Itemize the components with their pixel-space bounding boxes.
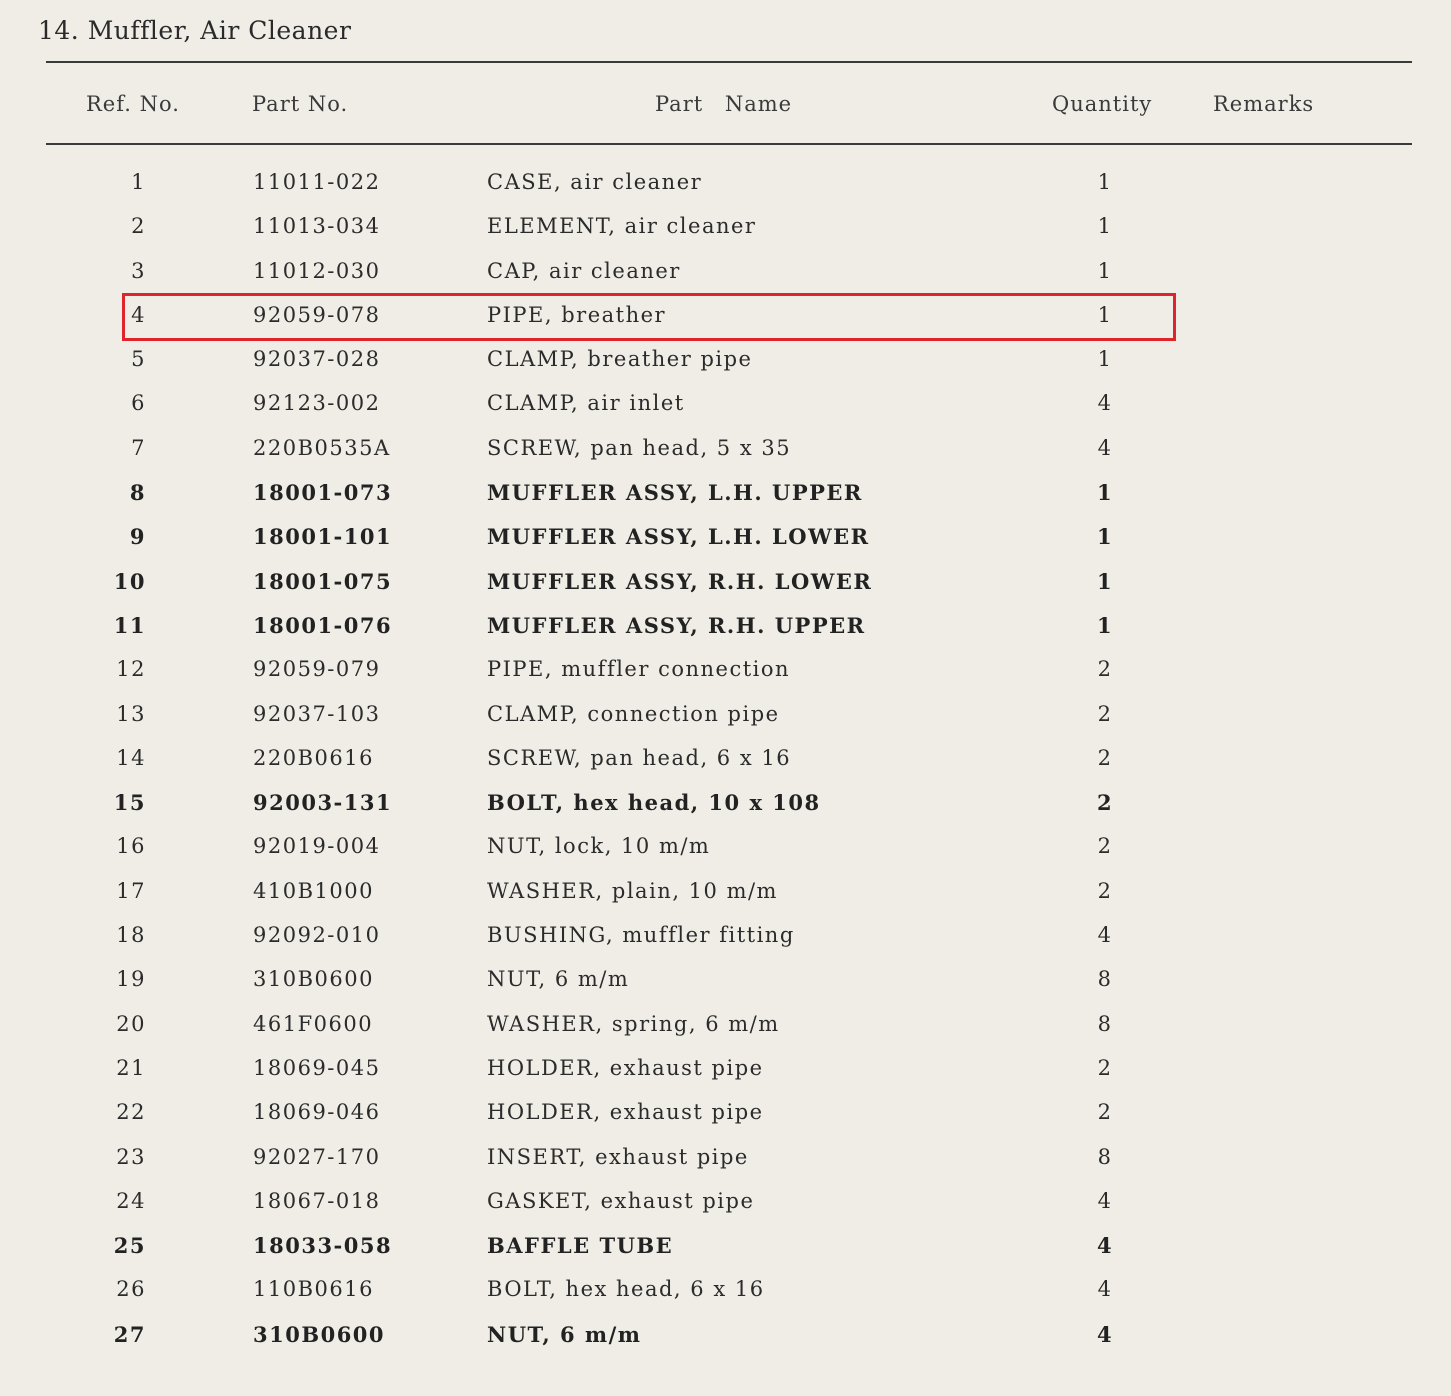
part-no-cell: 92092-010 (253, 923, 381, 948)
quantity-cell: 1 (1097, 170, 1113, 194)
part-no-cell: 110B0616 (253, 1277, 374, 1302)
part-no-cell: 92123-002 (253, 391, 381, 416)
table-row (0, 1092, 1451, 1136)
table-row (0, 561, 1451, 605)
table-row (0, 1137, 1451, 1181)
table-row (0, 383, 1451, 427)
page-title: 14. Muffler, Air Cleaner (38, 16, 352, 45)
table-row (0, 959, 1451, 1003)
ref-no-cell: 11 (113, 612, 146, 638)
column-header-quantity: Quantity (1052, 92, 1153, 116)
ref-no-cell: 5 (131, 347, 146, 372)
ref-no-cell: 25 (113, 1233, 146, 1259)
table-row (0, 871, 1451, 915)
ref-no-cell: 21 (116, 1055, 146, 1080)
quantity-cell: 2 (1097, 745, 1113, 770)
quantity-cell: 8 (1097, 967, 1113, 992)
table-row (0, 339, 1451, 383)
ref-no-cell: 12 (116, 657, 146, 682)
table-row (0, 826, 1451, 870)
part-name-cell: WASHER, plain, 10 m/m (487, 878, 778, 903)
quantity-cell: 4 (1097, 1277, 1113, 1302)
quantity-cell: 4 (1096, 1233, 1114, 1259)
part-no-cell: 18001-076 (253, 612, 393, 638)
part-no-cell: 18001-101 (253, 524, 393, 550)
column-header-part-no: Part No. (252, 92, 349, 116)
table-row (0, 516, 1451, 560)
ref-no-cell: 10 (113, 568, 146, 594)
part-no-cell: 11013-034 (253, 214, 381, 239)
part-no-cell: 220B0535A (253, 435, 391, 460)
part-no-cell: 92037-103 (253, 701, 381, 726)
ref-no-cell: 18 (116, 923, 146, 948)
table-row (0, 1181, 1451, 1225)
part-name-cell: ELEMENT, air cleaner (487, 214, 757, 239)
part-no-cell: 461F0600 (253, 1011, 374, 1036)
part-name-cell: CAP, air cleaner (487, 258, 681, 283)
part-no-cell: 18033-058 (253, 1233, 393, 1259)
part-no-cell: 220B0616 (253, 745, 374, 770)
part-name-cell: HOLDER, exhaust pipe (487, 1055, 764, 1080)
part-no-cell: 92059-078 (253, 302, 381, 327)
quantity-cell: 2 (1097, 657, 1113, 682)
part-name-cell: CLAMP, connection pipe (487, 701, 780, 726)
quantity-cell: 2 (1097, 1055, 1113, 1080)
part-name-cell: CLAMP, air inlet (487, 391, 685, 416)
part-name-cell: MUFFLER ASSY, L.H. LOWER (487, 524, 870, 550)
part-no-cell: 18067-018 (253, 1188, 381, 1213)
quantity-cell: 4 (1096, 1321, 1114, 1347)
quantity-cell: 2 (1097, 834, 1113, 859)
table-row (0, 162, 1451, 206)
title-divider (46, 61, 1412, 63)
part-name-cell: MUFFLER ASSY, R.H. UPPER (487, 612, 866, 638)
quantity-cell: 4 (1097, 923, 1113, 948)
ref-no-cell: 20 (116, 1011, 146, 1036)
table-row (0, 428, 1451, 472)
part-name-cell: MUFFLER ASSY, R.H. LOWER (487, 568, 873, 594)
ref-no-cell: 24 (116, 1188, 146, 1213)
quantity-cell: 4 (1097, 391, 1113, 416)
quantity-cell: 2 (1097, 701, 1113, 726)
part-name-cell: NUT, lock, 10 m/m (487, 834, 711, 859)
part-no-cell: 18069-046 (253, 1100, 381, 1125)
part-no-cell: 92019-004 (253, 834, 381, 859)
column-header-ref-no: Ref. No. (86, 92, 180, 116)
table-row (0, 782, 1451, 826)
ref-no-cell: 1 (131, 170, 146, 194)
highlight-box (122, 293, 1176, 341)
part-no-cell: 18001-075 (253, 568, 393, 594)
part-name-cell: BOLT, hex head, 10 x 108 (487, 790, 821, 816)
part-name-cell: BOLT, hex head, 6 x 16 (487, 1277, 765, 1302)
ref-no-cell: 7 (131, 435, 146, 460)
table-row (0, 649, 1451, 693)
part-no-cell: 11011-022 (253, 170, 381, 194)
part-name-cell: PIPE, muffler connection (487, 657, 791, 682)
table-row (0, 1269, 1451, 1313)
part-name-cell: SCREW, pan head, 6 x 16 (487, 745, 792, 770)
ref-no-cell: 14 (116, 745, 146, 770)
quantity-cell: 1 (1097, 302, 1113, 327)
part-name-cell: BUSHING, muffler fitting (487, 923, 795, 948)
part-name-cell: HOLDER, exhaust pipe (487, 1100, 764, 1125)
part-name-cell: NUT, 6 m/m (487, 967, 630, 992)
quantity-cell: 1 (1096, 612, 1114, 638)
part-no-cell: 92059-079 (253, 657, 381, 682)
table-row (0, 1004, 1451, 1048)
ref-no-cell: 27 (113, 1321, 146, 1347)
ref-no-cell: 13 (116, 701, 146, 726)
part-no-cell: 310B0600 (253, 1321, 386, 1347)
part-name-cell: BAFFLE TUBE (487, 1233, 674, 1259)
table-row (0, 472, 1451, 516)
quantity-cell: 2 (1097, 878, 1113, 903)
table-row (0, 738, 1451, 782)
part-name-cell: WASHER, spring, 6 m/m (487, 1011, 780, 1036)
table-row (0, 251, 1451, 295)
part-no-cell: 92037-028 (253, 347, 381, 372)
part-no-cell: 410B1000 (253, 878, 374, 903)
quantity-cell: 8 (1097, 1144, 1113, 1169)
part-name-cell: GASKET, exhaust pipe (487, 1188, 755, 1213)
quantity-cell: 1 (1097, 214, 1113, 239)
table-row (0, 915, 1451, 959)
part-name-cell: CASE, air cleaner (487, 170, 703, 194)
table-row (0, 1048, 1451, 1092)
part-no-cell: 11012-030 (253, 258, 381, 283)
column-header-remarks: Remarks (1213, 92, 1315, 116)
ref-no-cell: 4 (131, 302, 146, 327)
ref-no-cell: 15 (113, 790, 146, 816)
table-row (0, 694, 1451, 738)
quantity-cell: 4 (1097, 1188, 1113, 1213)
part-name-cell: MUFFLER ASSY, L.H. UPPER (487, 480, 863, 506)
ref-no-cell: 8 (129, 480, 146, 506)
part-name-cell: INSERT, exhaust pipe (487, 1144, 749, 1169)
quantity-cell: 2 (1096, 790, 1114, 816)
part-name-cell: NUT, 6 m/m (487, 1321, 642, 1347)
part-name-cell: CLAMP, breather pipe (487, 347, 753, 372)
quantity-cell: 1 (1096, 568, 1114, 594)
ref-no-cell: 16 (116, 834, 146, 859)
ref-no-cell: 23 (116, 1144, 146, 1169)
quantity-cell: 1 (1096, 524, 1114, 550)
table-row (0, 605, 1451, 649)
ref-no-cell: 17 (116, 878, 146, 903)
quantity-cell: 2 (1097, 1100, 1113, 1125)
part-no-cell: 18001-073 (253, 480, 393, 506)
ref-no-cell: 9 (129, 524, 146, 550)
parts-table (0, 162, 1451, 1358)
part-no-cell: 92003-131 (253, 790, 393, 816)
part-name-cell: SCREW, pan head, 5 x 35 (487, 435, 792, 460)
quantity-cell: 1 (1097, 258, 1113, 283)
ref-no-cell: 6 (131, 391, 146, 416)
ref-no-cell: 22 (116, 1100, 146, 1125)
ref-no-cell: 2 (131, 214, 146, 239)
ref-no-cell: 3 (131, 258, 146, 283)
table-row (0, 1314, 1451, 1358)
ref-no-cell: 26 (116, 1277, 146, 1302)
part-no-cell: 310B0600 (253, 967, 374, 992)
part-name-cell: PIPE, breather (487, 302, 667, 327)
ref-no-cell: 19 (116, 967, 146, 992)
quantity-cell: 1 (1096, 480, 1114, 506)
table-row (0, 206, 1451, 250)
table-row (0, 1225, 1451, 1269)
quantity-cell: 4 (1097, 435, 1113, 460)
quantity-cell: 1 (1097, 347, 1113, 372)
part-no-cell: 18069-045 (253, 1055, 381, 1080)
column-header-part-name: Part Name (655, 92, 793, 116)
quantity-cell: 8 (1097, 1011, 1113, 1036)
part-no-cell: 92027-170 (253, 1144, 381, 1169)
header-divider (46, 143, 1412, 145)
